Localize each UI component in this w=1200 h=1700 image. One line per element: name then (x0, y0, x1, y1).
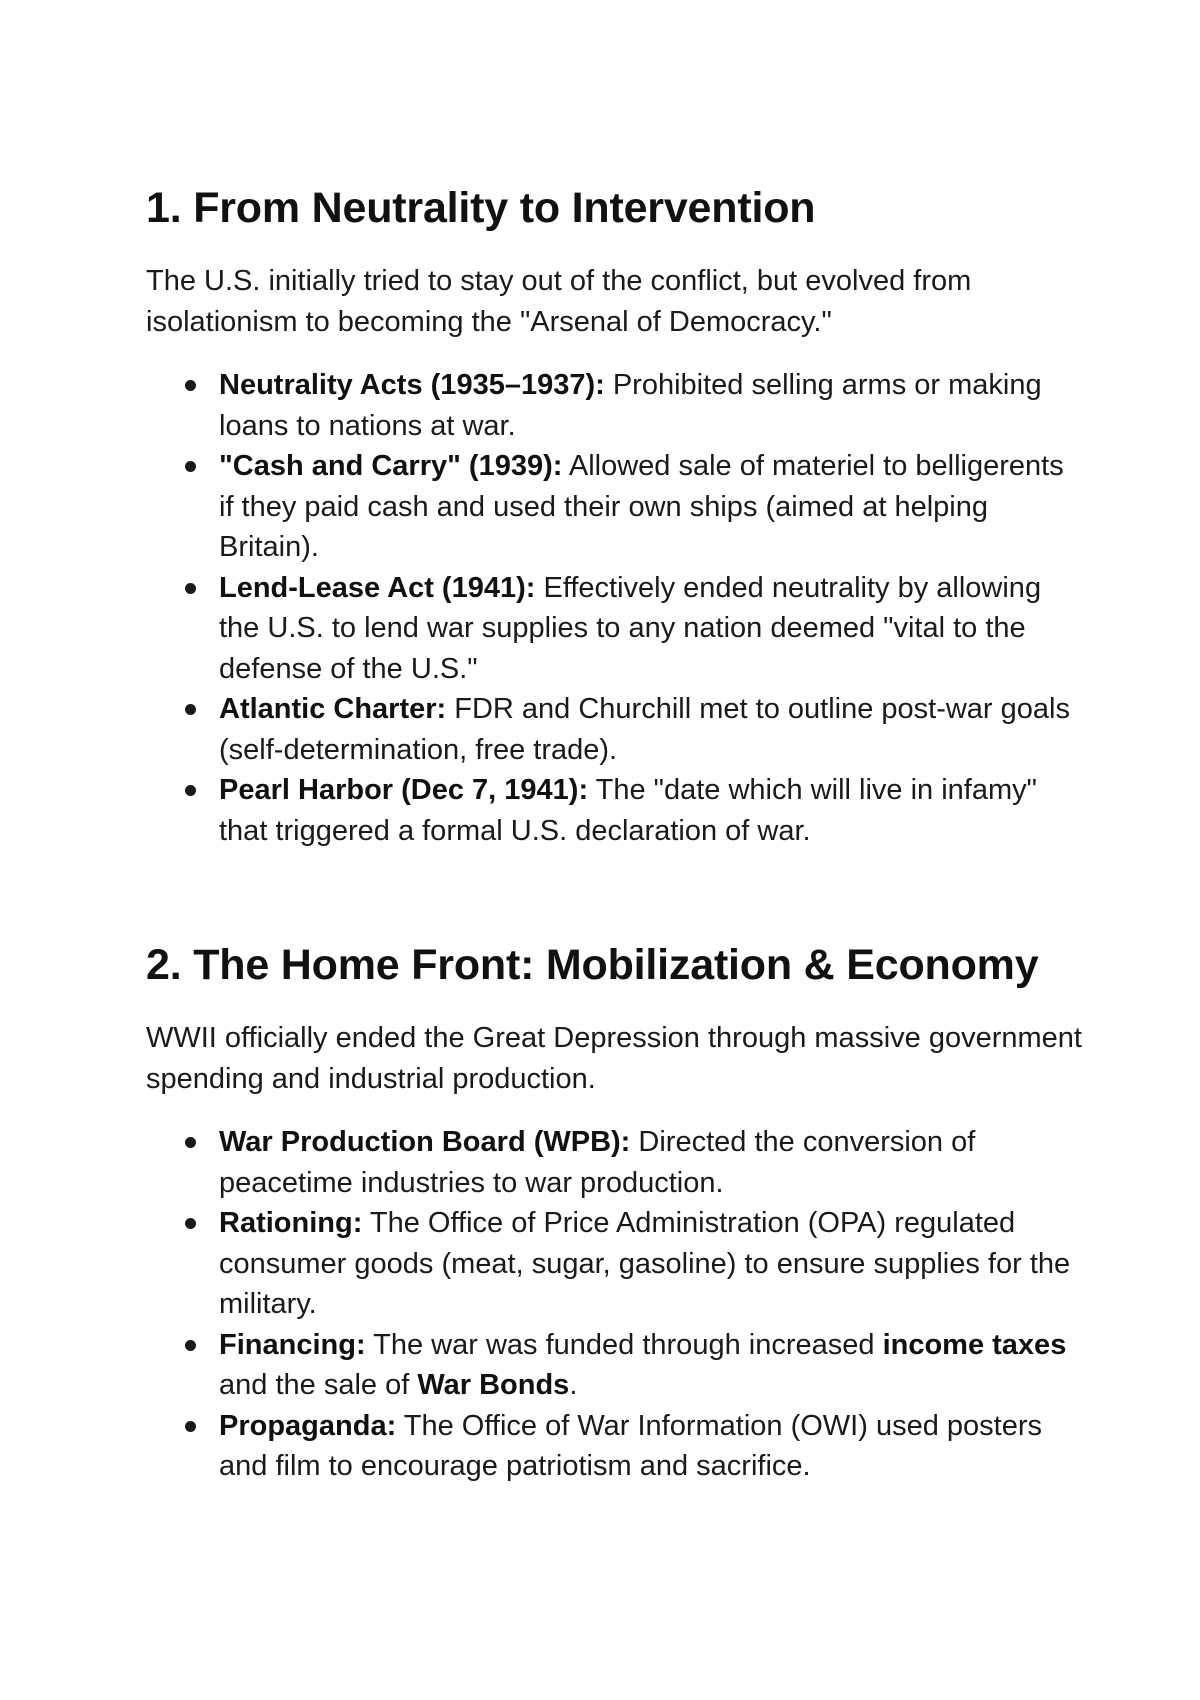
item-text: Allowed sale of materiel to belligerents if they paid cash and used their own ships (aimed at helping Britain). (219, 450, 1064, 563)
bullet-icon (185, 1421, 196, 1432)
list-item (146, 1406, 1086, 1487)
item-term: War Production Board (WPB): (219, 1126, 631, 1158)
section-intro-neutrality: The U.S. initially tried to stay out of the conflict, but evolved from isolationism to becoming the "Arsenal of Democracy." (146, 265, 972, 338)
item-term: "Cash and Carry" (1939): (219, 450, 563, 482)
bullet-icon (185, 583, 196, 594)
list-item (146, 770, 1086, 851)
item-text: Directed the conversion of peacetime industries to war production. (219, 1126, 976, 1199)
item-term: Atlantic Charter: (219, 693, 447, 725)
item-text: FDR and Churchill met to outline post-war goals (self-determination, free trade). (219, 693, 1070, 766)
bullet-icon (185, 785, 196, 796)
list-item (146, 446, 1086, 568)
bullet-icon (185, 461, 196, 472)
list-item (146, 1122, 1086, 1203)
section-intro-home-front: WWII officially ended the Great Depression through massive government spending and industrial production. (146, 1022, 1082, 1095)
item-text: The "date which will live in infamy" that triggered a formal U.S. declaration of war. (219, 774, 1037, 847)
bullet-icon (185, 380, 196, 391)
item-text: The war was funded through increased (365, 1328, 883, 1361)
item-term: Rationing: (219, 1207, 363, 1239)
section-title-home-front: 2. The Home Front: Mobilization & Economy (146, 941, 1039, 989)
bullet-list-neutrality (146, 365, 1086, 851)
item-text: The Office of Price Administration (OPA) regulated consumer goods (meat, sugar, gasoline) to ensure supplies for the military. (219, 1207, 1071, 1320)
item-emphasis: income taxes (882, 1328, 1067, 1361)
bullet-list-home-front (146, 1122, 1086, 1487)
item-emphasis: War Bonds (417, 1369, 570, 1401)
item-text: and the sale of (219, 1369, 418, 1401)
list-item (146, 1203, 1086, 1325)
item-text: Prohibited selling arms or making loans to nations at war. (219, 369, 1042, 442)
bullet-icon (185, 704, 196, 715)
item-term: Lend-Lease Act (1941): (219, 571, 536, 604)
bullet-icon (185, 1218, 196, 1229)
item-text: Effectively ended neutrality by allowing the U.S. to lend war supplies to any nation deemed "vital to the defense of the U.S." (219, 571, 1042, 685)
bullet-icon (185, 1340, 196, 1351)
section-title-neutrality: 1. From Neutrality to Intervention (146, 184, 816, 232)
item-term: Pearl Harbor (Dec 7, 1941): (219, 774, 589, 806)
list-item (146, 568, 1086, 690)
list-item (146, 689, 1086, 770)
item-term: Propaganda: (219, 1409, 397, 1442)
item-term: Neutrality Acts (1935–1937): (219, 369, 605, 401)
item-text: The Office of War Information (OWI) used posters and film to encourage patriotism and sacrifice. (219, 1409, 1042, 1482)
list-item (146, 1325, 1086, 1406)
list-item (146, 365, 1086, 446)
item-text: . (569, 1369, 578, 1401)
item-term: Financing: (219, 1328, 366, 1361)
bullet-icon (185, 1137, 196, 1148)
